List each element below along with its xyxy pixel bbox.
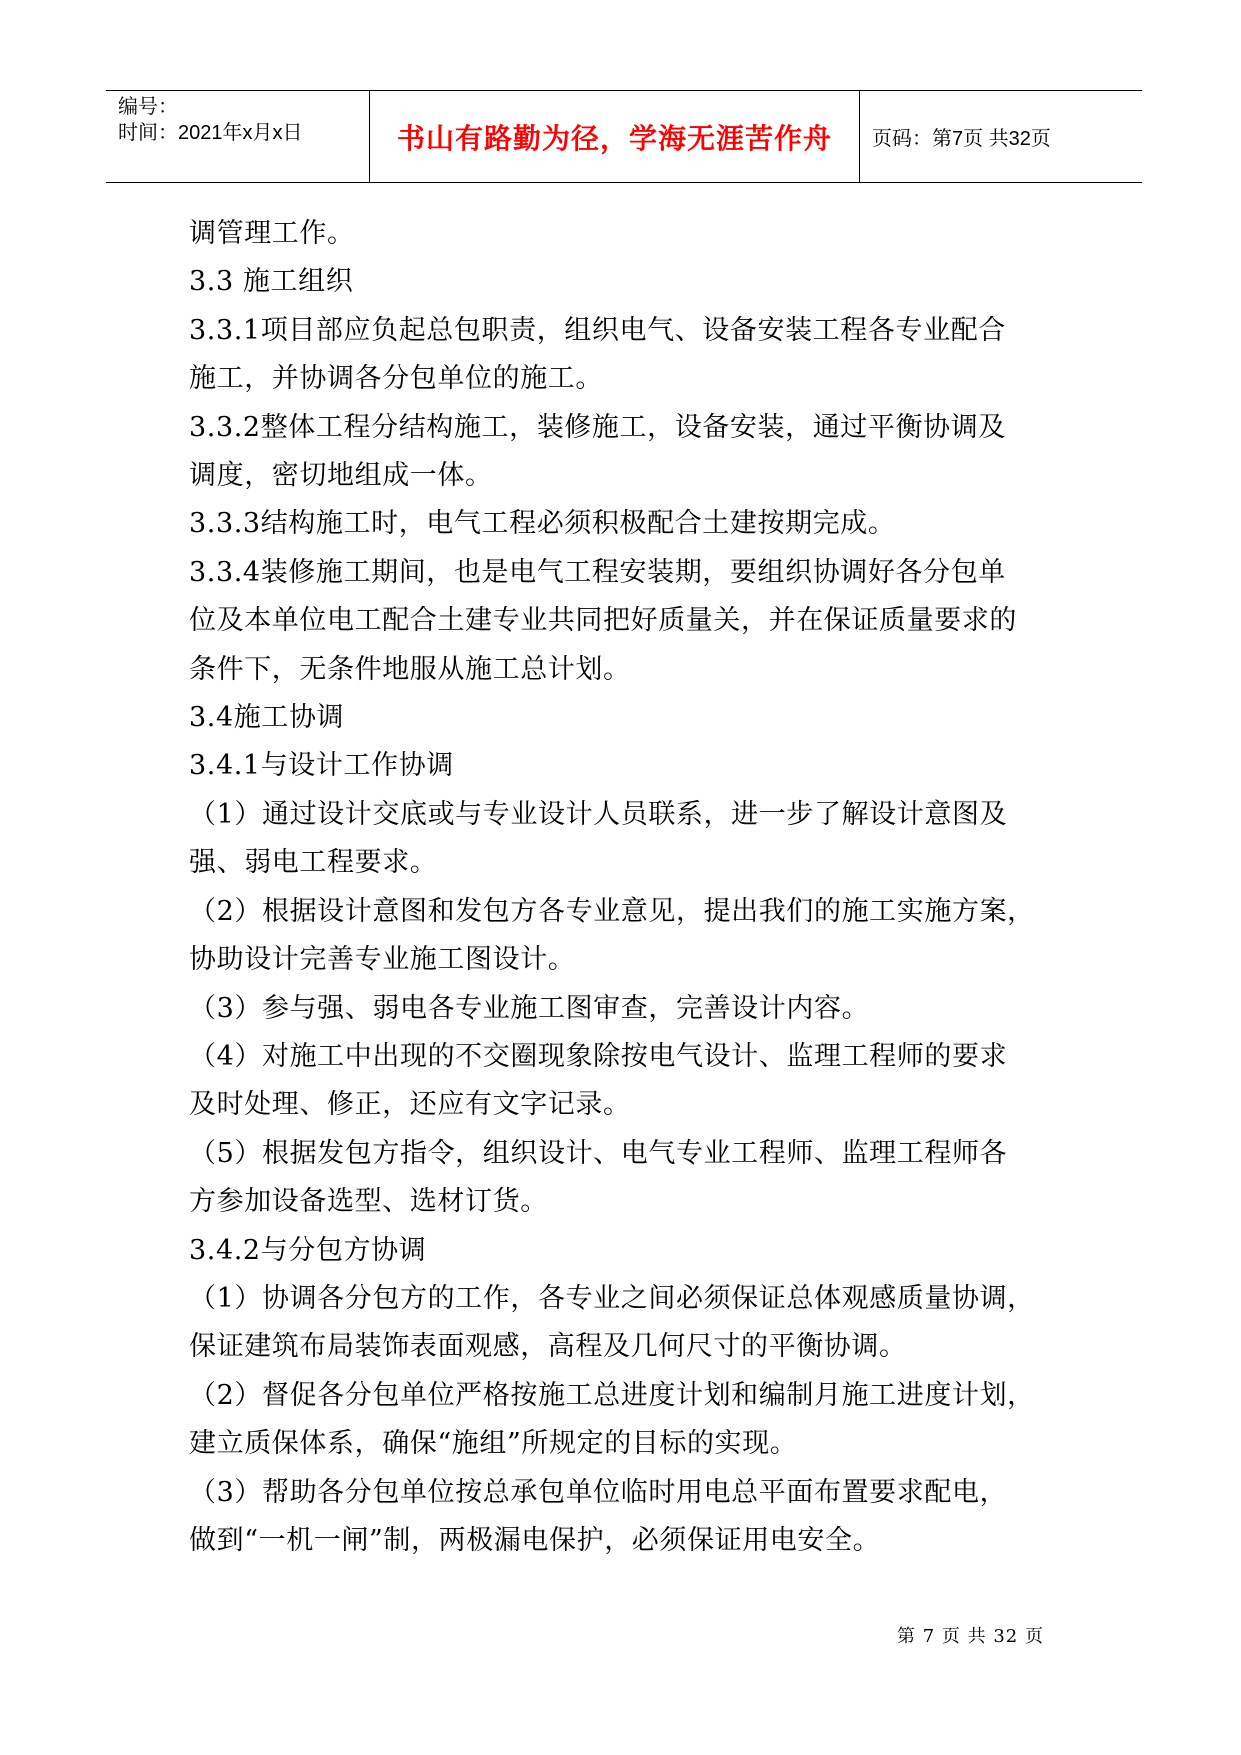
section-heading-3-3: 3.3 施工组织 [189,266,354,298]
body-line: 3.3.3结构施工时，电气工程必须积极配合土建按期完成。 [189,508,896,540]
header-meta-cell [106,91,370,182]
body-line: 建立质保体系，确保“施组”所规定的目标的实现。 [189,1428,798,1460]
body-line: 3.3.2整体工程分结构施工，装修施工，设备安装，通过平衡协调及 [189,411,1006,443]
header-motto: 书山有路勤为径，学海无涯苦作舟 [396,121,832,155]
body-line: （5）根据发包方指令，组织设计、电气专业工程师、监理工程师各 [189,1137,1008,1169]
body-line: （4）对施工中出现的不交圈现象除按电气设计、监理工程师的要求 [189,1040,1008,1072]
body-line: 做到“一机一闸”制，两极漏电保护，必须保证用电安全。 [189,1524,881,1556]
body-line: （1）通过设计交底或与专业设计人员联系，进一步了解设计意图及 [189,798,1008,830]
document-number-label: 编号： [118,96,178,118]
body-line: （3）参与强、弱电各专业施工图审查，完善设计内容。 [189,992,870,1024]
subsection-heading-3-4-2: 3.4.2与分包方协调 [189,1234,427,1266]
header-motto-cell [370,91,860,182]
body-line: 强、弱电工程要求。 [189,847,438,879]
subsection-heading-3-4-1: 3.4.1与设计工作协调 [189,750,454,782]
body-line: （3）帮助各分包单位按总承包单位临时用电总平面布置要求配电， [189,1476,1008,1508]
page-footer: 第 7 页 共 32 页 [897,1626,1044,1647]
body-line: 条件下，无条件地服从施工总计划。 [189,653,631,685]
body-line: （2）督促各分包单位严格按施工总进度计划和编制月施工进度计划， [189,1379,1035,1411]
body-line: 保证建筑布局装饰表面观感，高程及几何尺寸的平衡协调。 [189,1331,907,1363]
document-time-label: 时间：2021年x月x日 [118,122,303,144]
body-line: 3.3.4装修施工期间，也是电气工程安装期，要组织协调好各分包单 [189,556,1006,588]
body-line: 及时处理、修正，还应有文字记录。 [189,1089,631,1121]
body-line: 调度，密切地组成一体。 [189,460,493,492]
body-line: 施工，并协调各分包单位的施工。 [189,363,603,395]
page-header [106,90,1142,183]
header-page-info: 页码：第7页 共32页 [872,128,1051,150]
body-line: （1）协调各分包方的工作，各专业之间必须保证总体观感质量协调， [189,1282,1035,1314]
body-line: 3.3.1项目部应负起总包职责，组织电气、设备安装工程各专业配合 [189,314,1006,346]
body-line: （2）根据设计意图和发包方各专业意见，提出我们的施工实施方案， [189,895,1035,927]
section-heading-3-4: 3.4施工协调 [189,702,345,734]
body-line: 调管理工作。 [189,218,355,249]
document-body [189,210,1069,1565]
body-line: 方参加设备选型、选材订货。 [189,1186,548,1218]
header-page-cell [860,91,1142,182]
body-line: 协助设计完善专业施工图设计。 [189,944,576,976]
body-line: 位及本单位电工配合土建专业共同把好质量关，并在保证质量要求的 [189,605,1017,637]
